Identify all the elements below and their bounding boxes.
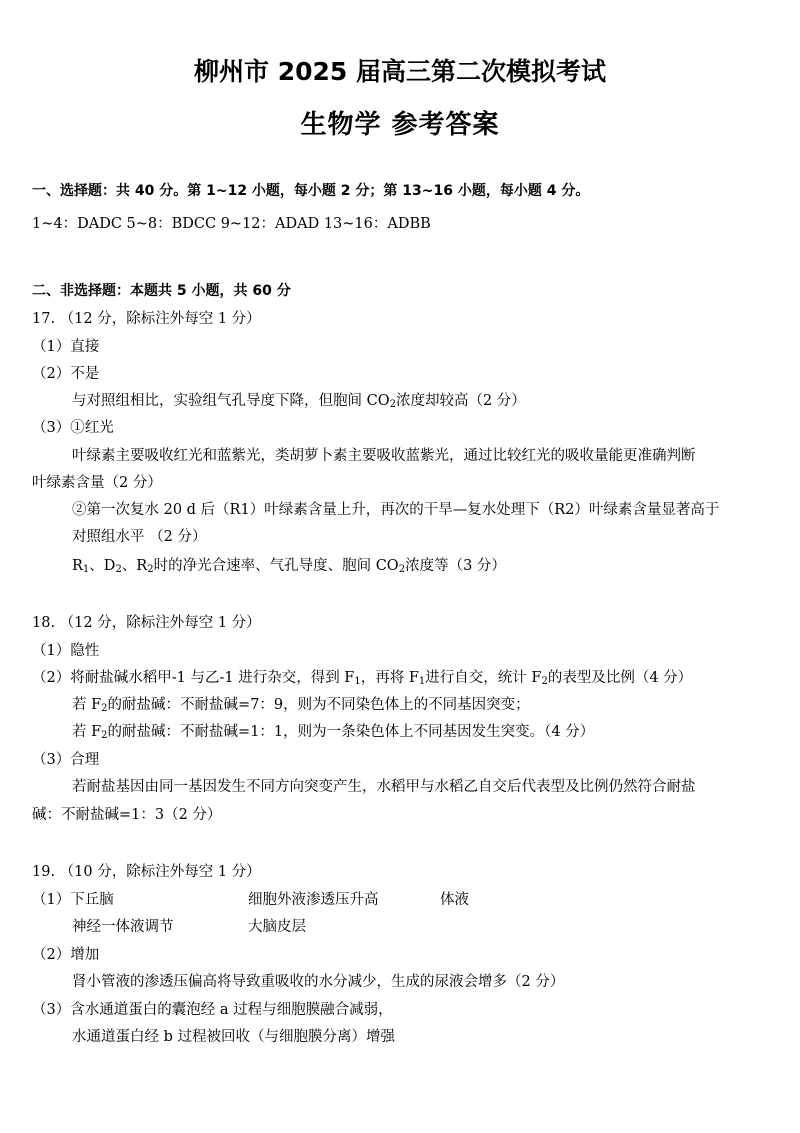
q17-part1: （1）直接 (32, 339, 100, 355)
q19-part3-line2: 水通道蛋白经 b 过程被回收（与细胞膜分离）增强 (72, 1029, 395, 1045)
q18-part3-line2: 碱：不耐盐碱=1：3（2 分） (32, 807, 222, 823)
q19-part1: （1）下丘脑 (32, 892, 114, 908)
page-subtitle: 生物学 参考答案 (300, 110, 500, 140)
choice-answers: 1~4：DADC 5~8：BDCC 9~12：ADAD 13~16：ADBB (32, 216, 431, 232)
q19-part1-e: 大脑皮层 (248, 919, 306, 935)
section2-heading: 二、非选择题：本题共 5 小题，共 60 分 (32, 283, 291, 299)
q19-part1-d: 神经一体液调节 (72, 919, 174, 935)
q19-part1-c: 体液 (440, 892, 469, 908)
q17-part3-line4: 对照组水平 （2 分） (72, 529, 207, 545)
q18-part3-line1: 若耐盐基因由同一基因发生不同方向突变产生，水稻甲与水稻乙自交后代表型及比例仍然符合耐盐 (72, 779, 696, 795)
q17-part3: （3）①红光 (32, 420, 114, 436)
q18-header: 18. （12 分，除标注外每空 1 分） (32, 615, 261, 631)
q18-part2-case1: 若 $F_2$的耐盐碱：不耐盐碱=7：9，则为不同染色体上的不同基因突变； (72, 697, 530, 714)
q17-part3-line3: ②第一次复水 20 d 后（R1）叶绿素含量上升，再次的干旱—复水处理下（R2）叶绿素含量显著高于 (72, 502, 720, 518)
q19-header: 19. （10 分，除标注外每空 1 分） (32, 864, 261, 880)
q19-part2-answer: 肾小管液的渗透压偏高将导致重吸收的水分减少，生成的尿液会增多（2 分） (72, 974, 565, 990)
q18-part1: （1）隐性 (32, 643, 100, 659)
q18-part2: （2）将耐盐碱水稻甲-1 与乙-1 进行杂交，得到 $F_1$，再将 $F_1$进行自交，统计 $F_2$的表型及比例（4 分） (32, 670, 693, 687)
q17-part3-line1: 叶绿素主要吸收红光和蓝紫光，类胡萝卜素主要吸收蓝紫光，通过比较红光的吸收量能更准确判断 (72, 448, 696, 464)
q19-part1-row (32, 890, 782, 910)
q19-part3: （3）含水通道蛋白的囊泡经 a 过程与细胞膜融合减弱， (32, 1002, 393, 1018)
q17-header: 17. （12 分，除标注外每空 1 分） (32, 311, 261, 327)
q17-part3-line2: 叶绿素含量（2 分） (32, 475, 162, 491)
q18-part2-case2: 若 $F_2$的耐盐碱：不耐盐碱=1：1，则为一条染色体上不同基因发生突变。（4 分） (72, 724, 595, 741)
q19-part2: （2）增加 (32, 947, 100, 963)
q19-part1-row2 (72, 917, 800, 937)
q18-part3: （3）合理 (32, 752, 100, 768)
q17-part2: （2）不是 (32, 366, 100, 382)
page-title: 柳州市 2025 届高三第二次模拟考试 (194, 57, 606, 86)
q19-part1-b: 细胞外液渗透压升高 (248, 892, 379, 908)
q17-part3-line5: $R_1$、$D_2$、$R_2$时的净光合速率、气孔导度、胞间 $CO_2$浓度等（3 分） (72, 558, 506, 575)
section1-heading: 一、选择题：共 40 分。第 1~12 小题，每小题 2 分；第 13~16 小题，每小题 4 分。 (32, 183, 590, 199)
q17-part2-answer: 与对照组相比，实验组气孔导度下降，但胞间 $CO_2$浓度却较高（2 分） (72, 393, 526, 410)
